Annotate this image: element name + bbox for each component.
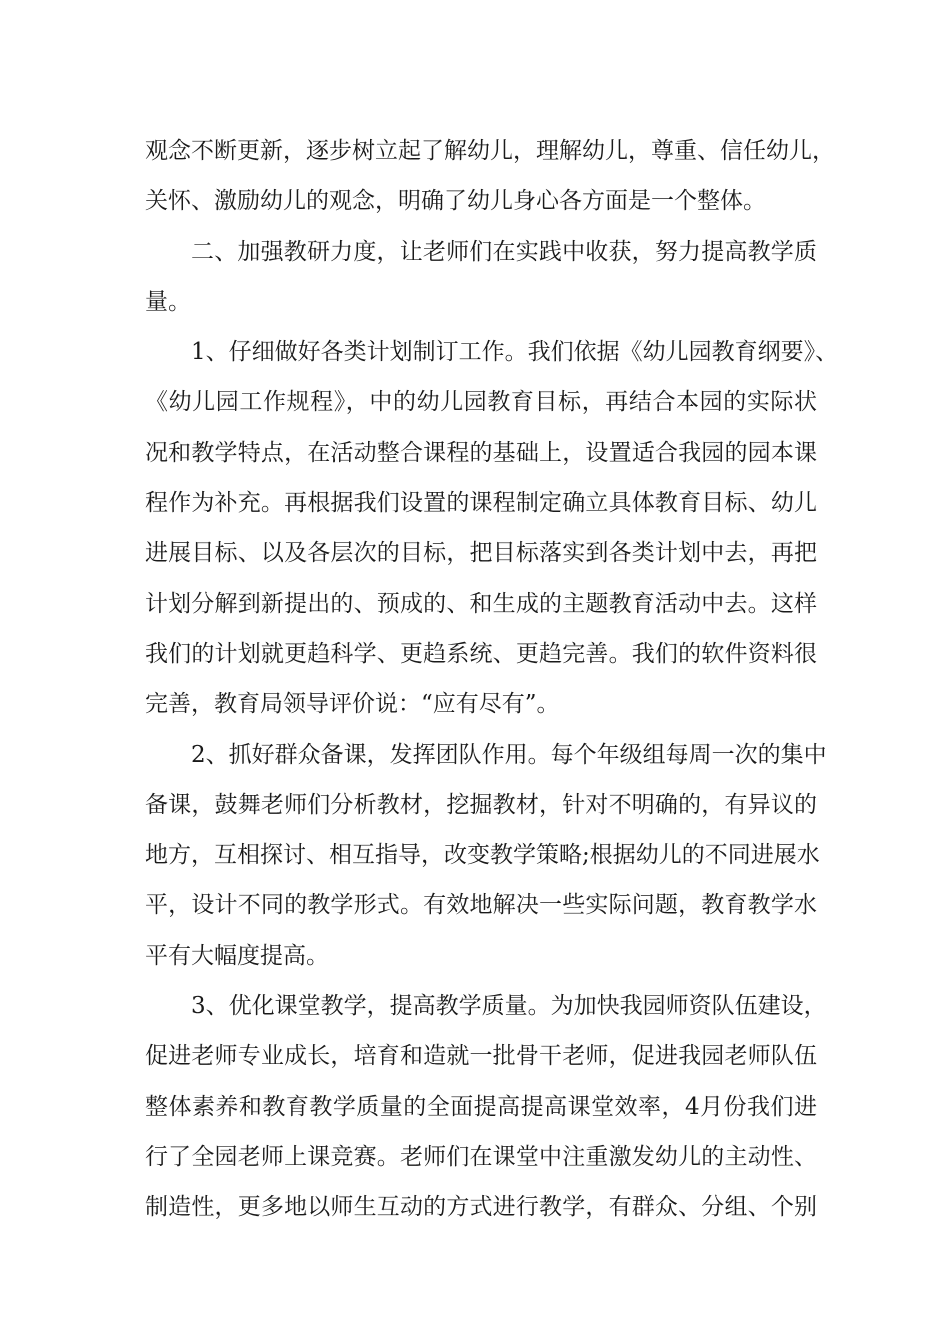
text-line: 完善，教育局领导评价说：“应有尽有”。 bbox=[145, 691, 560, 718]
text-line: 程作为补充。再根据我们设置的课程制定确立具体教育目标、幼儿 bbox=[145, 490, 817, 517]
text-line: 计划分解到新提出的、预成的、和生成的主题教育活动中去。这样 bbox=[145, 590, 817, 617]
text-line: 量。 bbox=[145, 288, 191, 315]
paragraph-start: 1、仔细做好各类计划制订工作。我们依据《幼儿园教育纲要》、 bbox=[191, 339, 839, 366]
section-heading: 二、加强教研力度，让老师们在实践中收获，努力提高教学质 bbox=[191, 238, 817, 265]
text-line: 观念不断更新，逐步树立起了解幼儿，理解幼儿，尊重、信任幼儿， bbox=[145, 138, 835, 164]
body-text bbox=[145, 126, 839, 1233]
text-line: 《幼儿园工作规程》，中的幼儿园教育目标，再结合本园的实际状 bbox=[145, 389, 817, 416]
text-line: 促进老师专业成长，培育和造就一批骨干老师，促进我园老师队伍 bbox=[145, 1043, 817, 1070]
paragraph-start: 2、抓好群众备课，发挥团队作用。每个年级组每周一次的集中 bbox=[191, 741, 827, 768]
text-line: 关怀、激励幼儿的观念，明确了幼儿身心各方面是一个整体。 bbox=[145, 188, 766, 215]
text-line: 况和教学特点，在活动整合课程的基础上，设置适合我园的园本课 bbox=[145, 439, 817, 466]
text-line: 行了全园老师上课竞赛。老师们在课堂中注重激发幼儿的主动性、 bbox=[145, 1143, 817, 1170]
text-line: 平，设计不同的教学形式。有效地解决一些实际问题，教育教学水 bbox=[145, 892, 817, 919]
text-line: 进展目标、以及各层次的目标，把目标落实到各类计划中去，再把 bbox=[145, 540, 817, 567]
text-line: 地方，互相探讨、相互指导，改变教学策略;根据幼儿的不同进展水 bbox=[145, 842, 820, 869]
text-line: 备课，鼓舞老师们分析教材，挖掘教材，针对不明确的，有异议的 bbox=[145, 791, 817, 818]
text-line: 平有大幅度提高。 bbox=[145, 942, 329, 969]
text-line: 制造性，更多地以师生互动的方式进行教学，有群众、分组、个别 bbox=[145, 1194, 817, 1221]
text-line: 整体素养和教育教学质量的全面提高提高课堂效率，4月份我们进 bbox=[145, 1093, 817, 1120]
text-line: 我们的计划就更趋科学、更趋系统、更趋完善。我们的软件资料很 bbox=[145, 640, 817, 667]
paragraph-start: 3、优化课堂教学，提高教学质量。为加快我园师资队伍建设， bbox=[191, 993, 827, 1020]
